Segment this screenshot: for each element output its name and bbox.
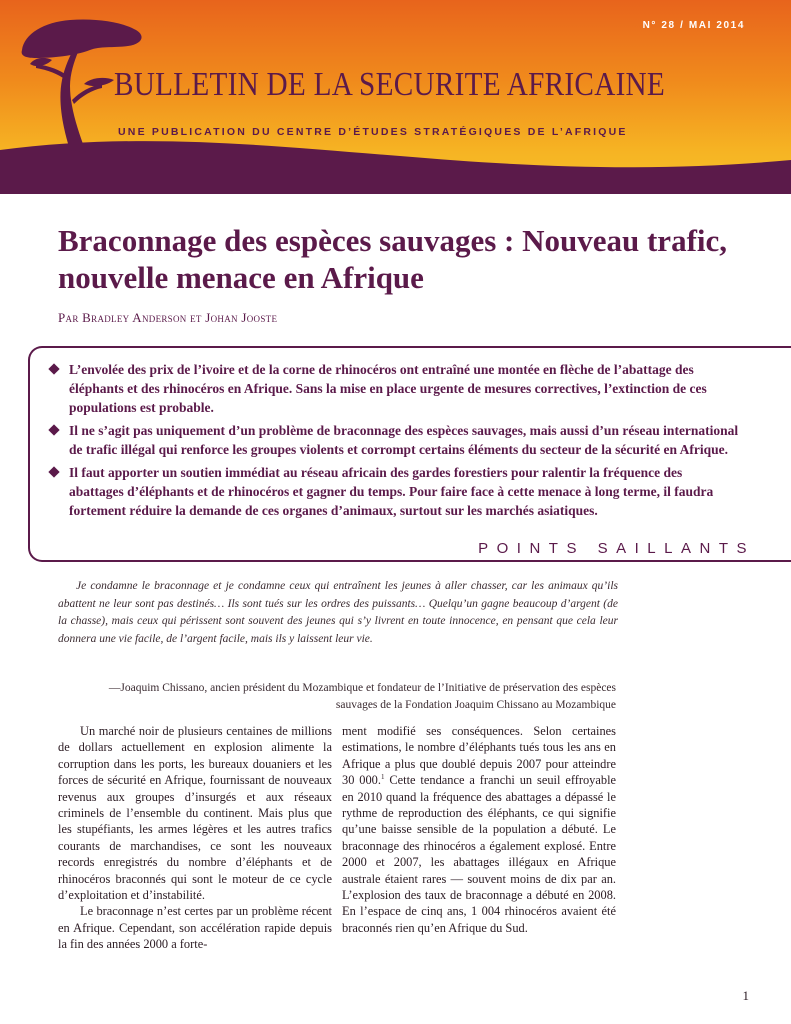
highlight-item <box>50 360 740 417</box>
article-title: Braconnage des espèces sauvages : Nouveau trafic, nouvelle menace en Afrique <box>58 223 728 295</box>
body-text: ment modifié ses conséquences. Selon certaines estimations, le nombre d’éléphants tués tous les ans en Afrique a plus que doublé depuis 2007 pour atteindre 30 000. <box>342 724 616 788</box>
highlights-label: POINTS SAILLANTS <box>466 540 755 557</box>
body-paragraph: Un marché noir de plusieurs centaines de millions de dollars actuellement en explosion alimente la corruption dans les ports, les bureaux douaniers et les forces de sécurité en Afrique, fournissant de nouveaux revenus aux groupes d’insurgés et aux réseaux criminels de l’ensemble du continent. Mais plus que les stupéfiants, les armes légères et les autres trafics courants de marchandises, ce sont les nouveaux records enregistrés du nombre d’éléphants et de rhinocéros braconnés qui sont le moteur de ce cycle d’exploitation et d’instabilité. <box>58 724 332 903</box>
footnote-ref[interactable]: 1 <box>380 773 385 782</box>
diamond-bullet-icon <box>48 363 59 374</box>
highlight-text: L’envolée des prix de l’ivoire et de la corne de rhinocéros ont entraîné une montée en flèche de l’abattage des éléphants et des rhinocéros en Afrique. Sans la mise en place urgente de mesures correctives, l’extinction de ces populations est probable. <box>69 362 707 415</box>
issue-number: N° 28 / MAI 2014 <box>642 20 745 31</box>
body-paragraph <box>342 723 616 936</box>
article-byline: Par Bradley Anderson et Johan Jooste <box>58 310 278 325</box>
diamond-bullet-icon <box>48 466 59 477</box>
quote-attribution: —Joaquim Chissano, ancien président du Mozambique et fondateur de l’Initiative de préservation des espèces sauvages de la Fondation Joaquim Chissano au Mozambique <box>108 682 616 711</box>
page-number: 1 <box>742 988 749 1003</box>
publication-title: BULLETIN DE LA SECURITE AFRICAINE <box>114 66 666 103</box>
diamond-bullet-icon <box>48 424 59 435</box>
publication-subtitle: UNE PUBLICATION DU CENTRE D’ÉTUDES STRATÉGIQUES DE L’AFRIQUE <box>118 126 628 138</box>
body-text: Cette tendance a franchi un seuil effroyable en 2010 quand la fréquence des abattages a dépassé le rythme de reproduction des éléphants, ce qui signifie qu’une baisse sensible de la population a débuté. Le braconnage des rhinocéros a également explosé. Entre 2000 et 2007, les abattages illégaux en Afrique australe étaient rares — souvent moins de dix par an. L’explosion des taux de braconnage a débuté en 2008. En l’espace de cinq ans, 1 004 rhinocéros avaient été braconnés rien qu’en Afrique du Sud. <box>342 773 617 935</box>
highlight-text: Il faut apporter un soutien immédiat au réseau africain des gardes forestiers pour ralentir la fréquence des abattages d’éléphants et de rhinocéros et gagner du temps. Pour faire face à cette menace à long terme, il faudra fortement réduire la demande de ces organes d’animaux, surtout sur les marchés asiatiques. <box>69 465 714 518</box>
masthead <box>0 0 791 200</box>
highlight-item <box>50 463 740 520</box>
body-paragraph: Le braconnage n’est certes par un problème récent en Afrique. Cependant, son accélération rapide depuis la fin des années 2000 a forte- <box>58 904 332 952</box>
highlight-text: Il ne s’agit pas uniquement d’un problème de braconnage des espèces sauvages, mais aussi d’un réseau international de trafic illégal qui renforce les groupes violents et corrompt certains éléments du secteur de la sécurité en Afrique. <box>69 423 739 457</box>
highlights-list <box>50 360 740 524</box>
body-column-right <box>342 723 616 936</box>
highlight-item <box>50 421 740 459</box>
body-column-left <box>58 723 332 953</box>
epigraph-quote: Je condamne le braconnage et je condamne ceux qui entraînent les jeunes à aller chasser, car les animaux qu’ils abattent ne leur sont pas destinés… Ils sont tués sur les ordres des puissants… Quelqu’un gagne beaucoup d’argent (de la chasse), mais ceux qui périssent sont souvent des jeunes qui s’y livrent en toute innocence, en pensant que cela leur donnera une vie facile, de l’argent facile, mais ils y laissent leur vie. <box>58 580 618 645</box>
